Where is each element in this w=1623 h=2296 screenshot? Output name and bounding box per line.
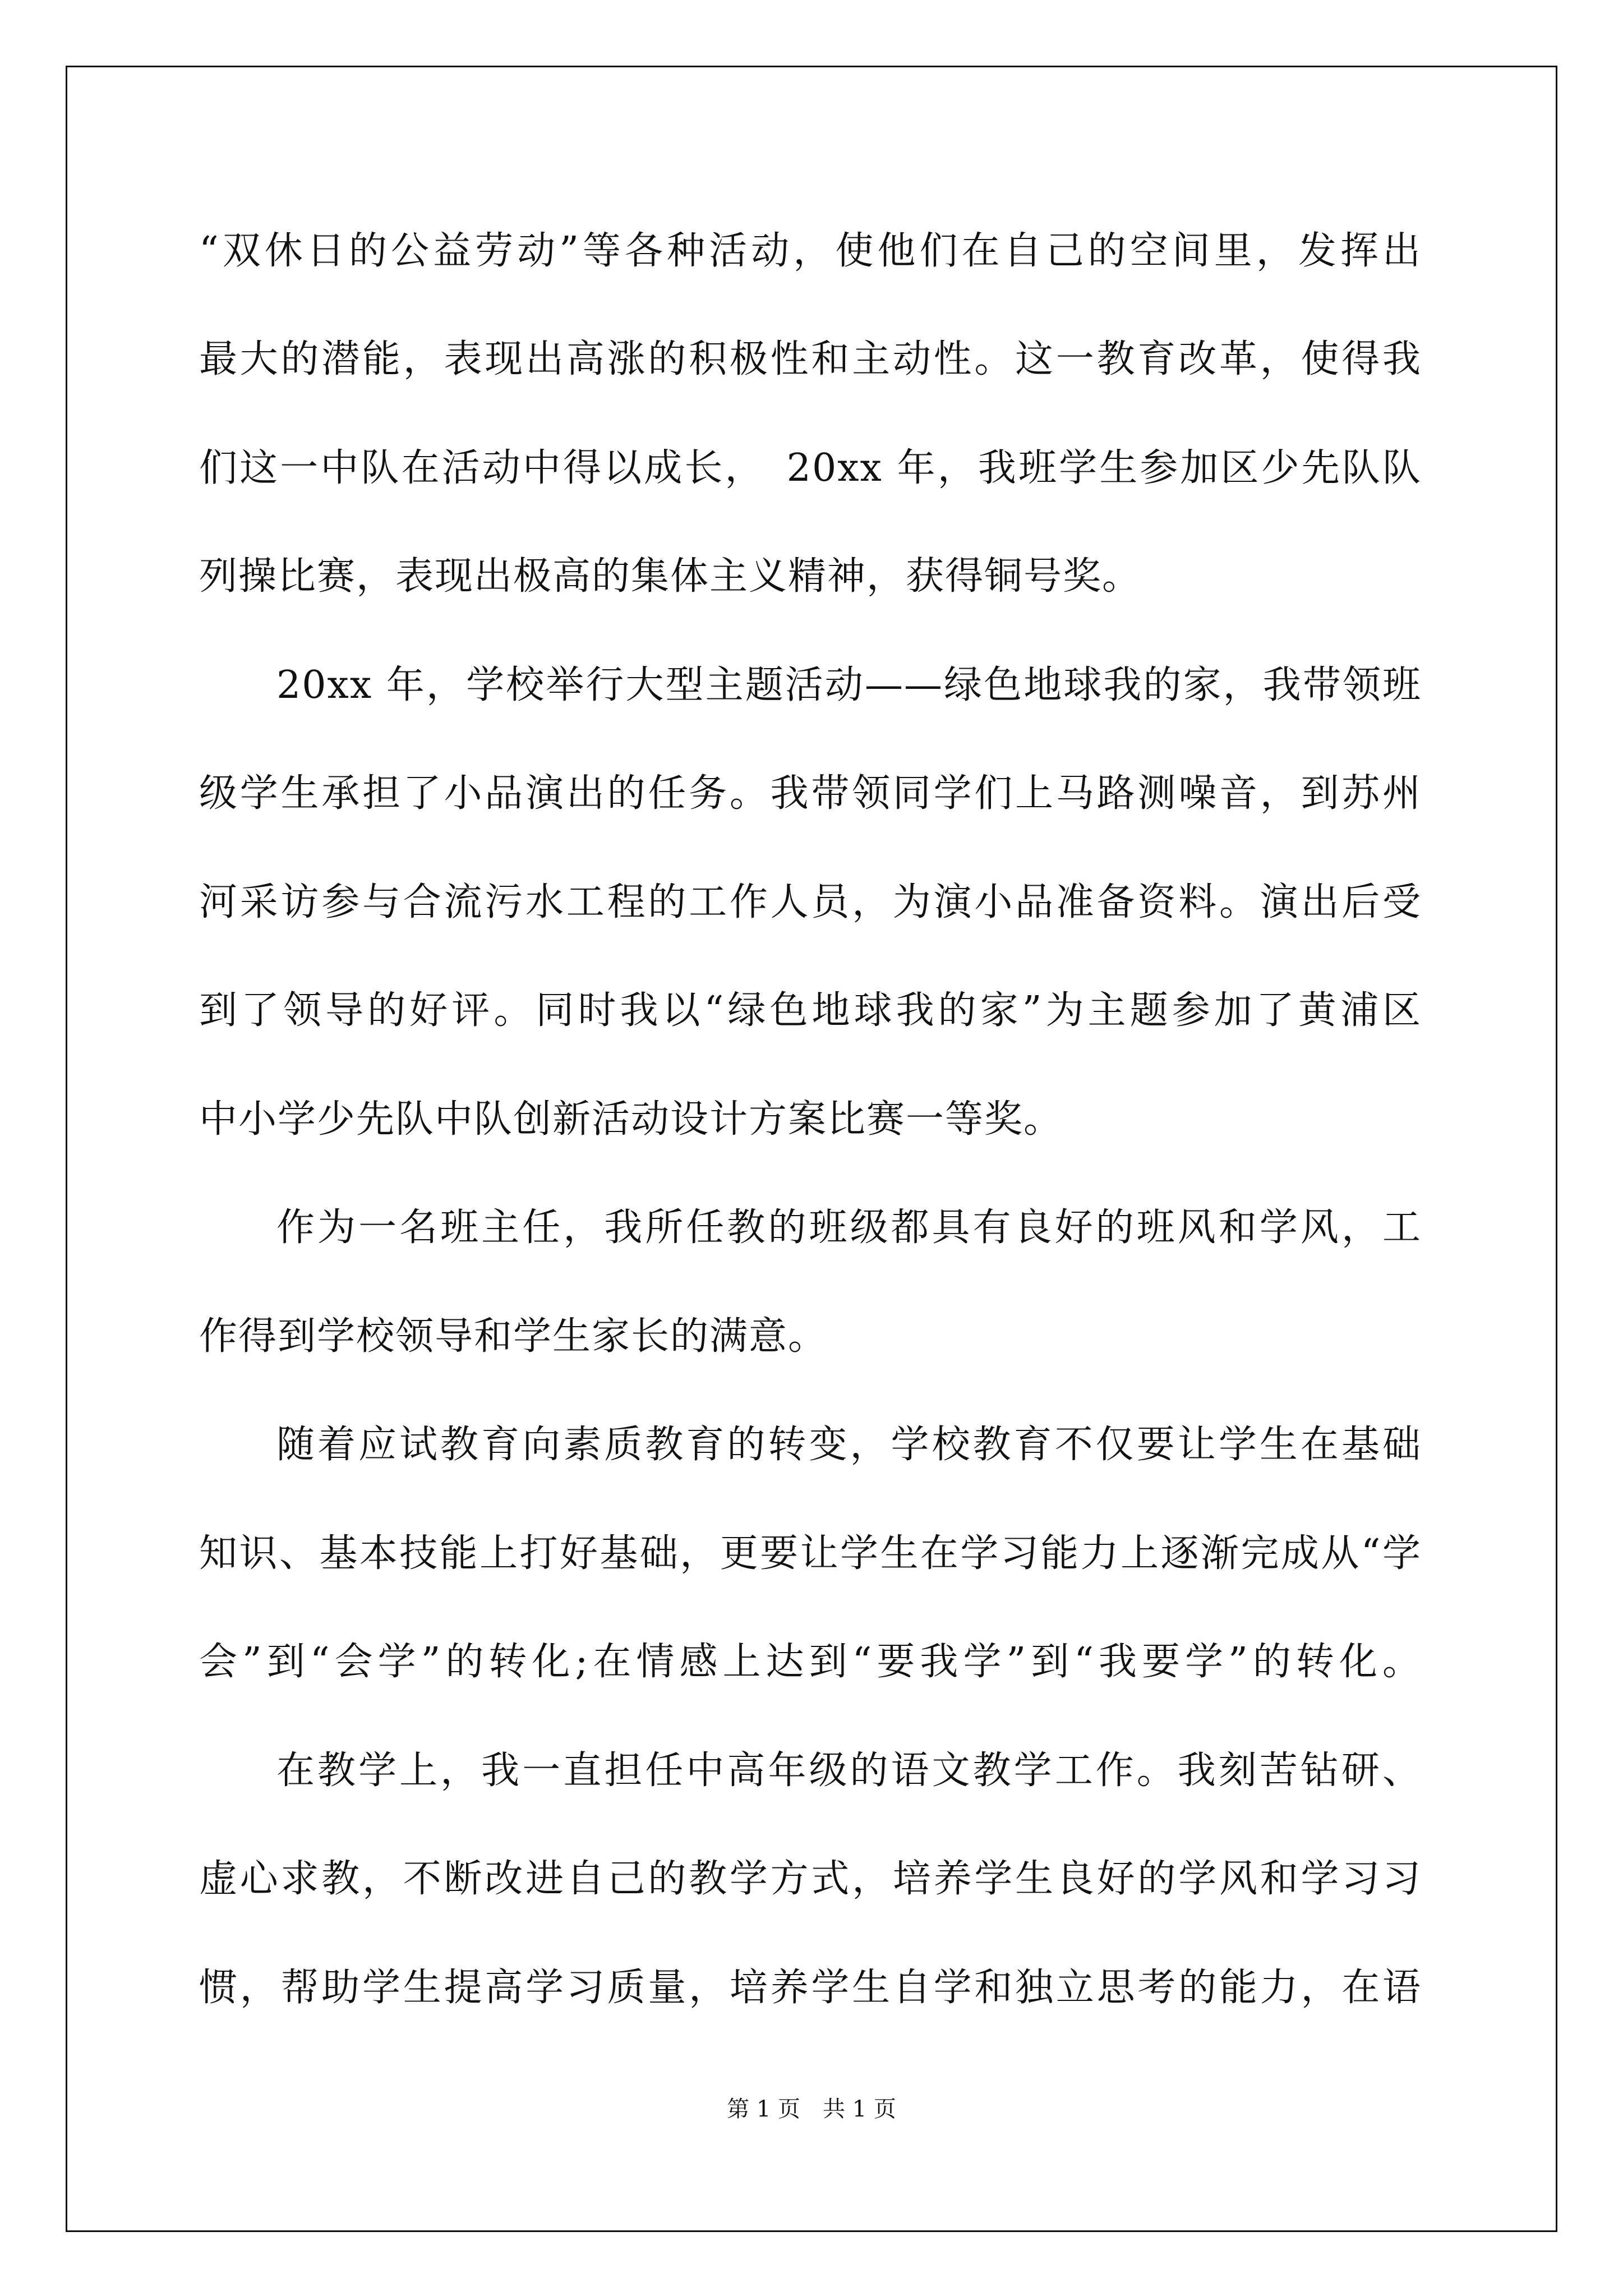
paragraph-line: 随着应试教育向素质教育的转变，学校教育不仅要让学生在基础 <box>276 1423 1422 1467</box>
paragraph-line: 列操比赛，表现出极高的集体主义精神，获得铜号奖。 <box>199 554 1142 599</box>
paragraph-line: 惯，帮助学生提高学习质量，培养学生自学和独立思考的能力，在语 <box>199 1966 1422 2010</box>
paragraph-line: 们这一中队在活动中得以成长， 20xx 年，我班学生参加区少先队队 <box>199 446 1422 490</box>
paragraph-line: 虚心求教，不断改进自己的教学方式，培养学生良好的学风和学习习 <box>199 1857 1422 1901</box>
page-number-footer: 第 1 页 共 1 页 <box>727 2096 896 2122</box>
paragraph-line: 作为一名班主任，我所任教的班级都具有良好的班风和学风，工 <box>276 1205 1422 1250</box>
paragraph-line: 河采访参与合流污水工程的工作人员，为演小品准备资料。演出后受 <box>199 880 1422 924</box>
paragraph-line: “双休日的公益劳动”等各种活动，使他们在自己的空间里，发挥出 <box>199 229 1422 273</box>
paragraph-line: 会”到“会学”的转化;在情感上达到“要我学”到“我要学”的转化。 <box>199 1640 1422 1684</box>
paragraph-line: 在教学上，我一直担任中高年级的语文教学工作。我刻苦钻研、 <box>276 1749 1422 1793</box>
paragraph-line: 知识、基本技能上打好基础，更要让学生在学习能力上逐渐完成从“学 <box>199 1531 1422 1576</box>
paragraph-line: 中小学少先队中队创新活动设计方案比赛一等奖。 <box>199 1097 1063 1142</box>
paragraph-line: 到了领导的好评。同时我以“绿色地球我的家”为主题参加了黄浦区 <box>199 988 1422 1033</box>
paragraph-line: 级学生承担了小品演出的任务。我带领同学们上马路测噪音，到苏州 <box>199 771 1422 816</box>
paragraph-line: 20xx 年，学校举行大型主题活动——绿色地球我的家，我带领班 <box>276 663 1422 707</box>
paragraph-line: 作得到学校领导和学生家长的满意。 <box>199 1314 828 1359</box>
paragraph-line: 最大的潜能，表现出高涨的积极性和主动性。这一教育改革，使得我 <box>199 337 1422 381</box>
